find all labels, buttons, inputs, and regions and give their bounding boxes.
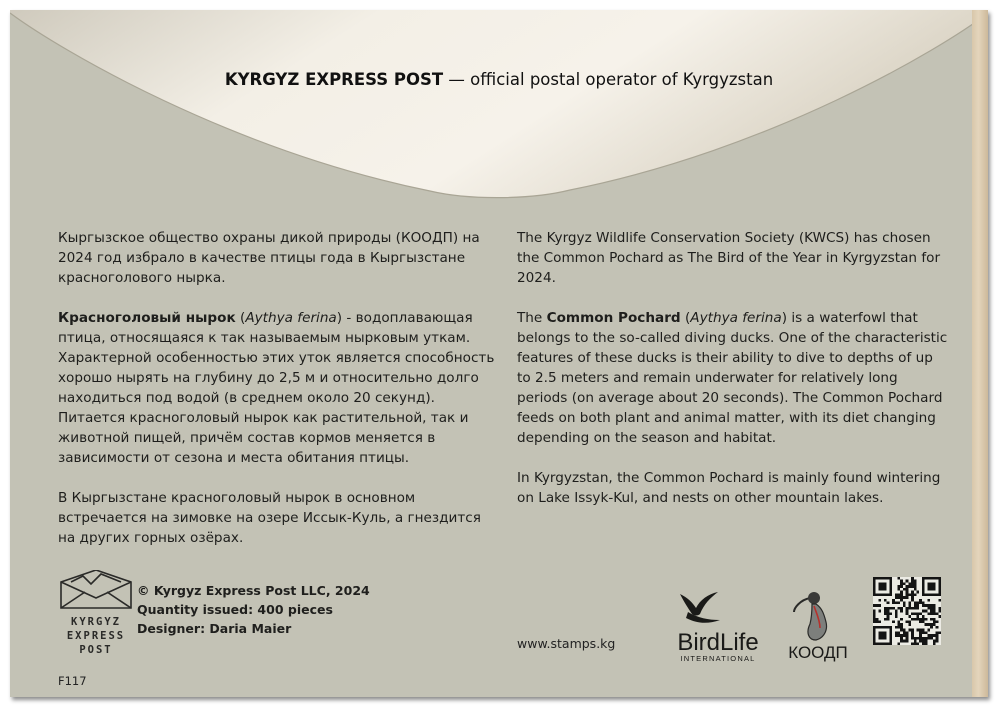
page-title [10,70,988,89]
ibis-bird-icon [794,592,827,640]
envelope-mountain-icon [61,570,131,608]
website-link[interactable]: www.stamps.kg [517,636,616,651]
kyrgyz-express-post-logo [57,570,135,670]
english-text-column [517,228,949,528]
logo-line-1: KYRGYZ [71,616,121,628]
en-latin-name: Aythya ferina [690,310,782,326]
logo-line-2: EXPRESS [66,630,126,642]
tagline: — official postal operator of Kyrgyzstan [443,70,774,89]
birdlife-subtitle: INTERNATIONAL [680,654,756,663]
swift-bird-icon [680,592,720,623]
ru-latin-name: Aythya ferina [245,310,337,326]
copyright: © Kyrgyz Express Post LLC, 2024 [137,583,370,598]
ru-species-name: Красноголовый нырок [58,310,236,326]
ru-paragraph-3: В Кыргызстане красноголовый нырок в основном встречается на зимовке на озере Иссык-Куль, а гнездится на других горных озёрах. [58,490,481,546]
ru-paragraph-2: Красноголовый нырок (Aythya ferina) - водоплавающая птица, относящаяся к так называемым нырковым уткам. Характерной особенностью этих уток является способность хорошо нырять на глубину до 2,5 м и относительно долго находиться под водой (в среднем около 20 секунд). Питается красноголовый нырок как растительной, так и животной пищей, причём состав кормов меняется в зависимости от сезона и места обитания птицы. [58,310,495,466]
birdlife-name: BirdLife [677,629,759,656]
russian-text-column [58,228,498,568]
designer: Designer: Daria Maier [137,621,292,636]
koodp-logo [778,586,858,666]
product-code: F117 [58,674,87,688]
en-paragraph-3: In Kyrgyzstan, the Common Pochard is mainly found wintering on Lake Issyk-Kul, and nests on other mountain lakes. [517,470,941,506]
envelope-flap [10,10,988,210]
birdlife-logo [668,586,768,666]
quantity-issued: Quantity issued: 400 pieces [137,602,333,617]
logo-line-3: POST [79,644,113,656]
en-paragraph-1: The Kyrgyz Wildlife Conservation Society (KWCS) has chosen the Common Pochard as The Bird of the Year in Kyrgyzstan for 2024. [517,230,941,286]
ru-paragraph-1: Кыргызское общество охраны дикой природы (КООДП) на 2024 год избрало в качестве птицы года в Кыргызстане красноголового нырка. [58,230,480,286]
wood-edge [972,10,988,697]
koodp-name: КООДП [788,643,848,662]
brand-name: KYRGYZ EXPRESS POST [224,70,444,89]
credits-block [137,581,370,638]
postcard-back [10,10,988,697]
en-species-name: Common Pochard [546,310,681,326]
qr-code-icon[interactable] [873,577,941,645]
en-paragraph-2: The Common Pochard (Aythya ferina) is a waterfowl that belongs to the so-called diving ducks. One of the characteristic features of these ducks is their ability to dive to depths of up to 2.5 meters and remain underwater for relatively long periods (on average about 20 seconds). The Common Pochard feeds on both plant and animal matter, with its diet changing depending on the season and habitat. [517,310,948,446]
